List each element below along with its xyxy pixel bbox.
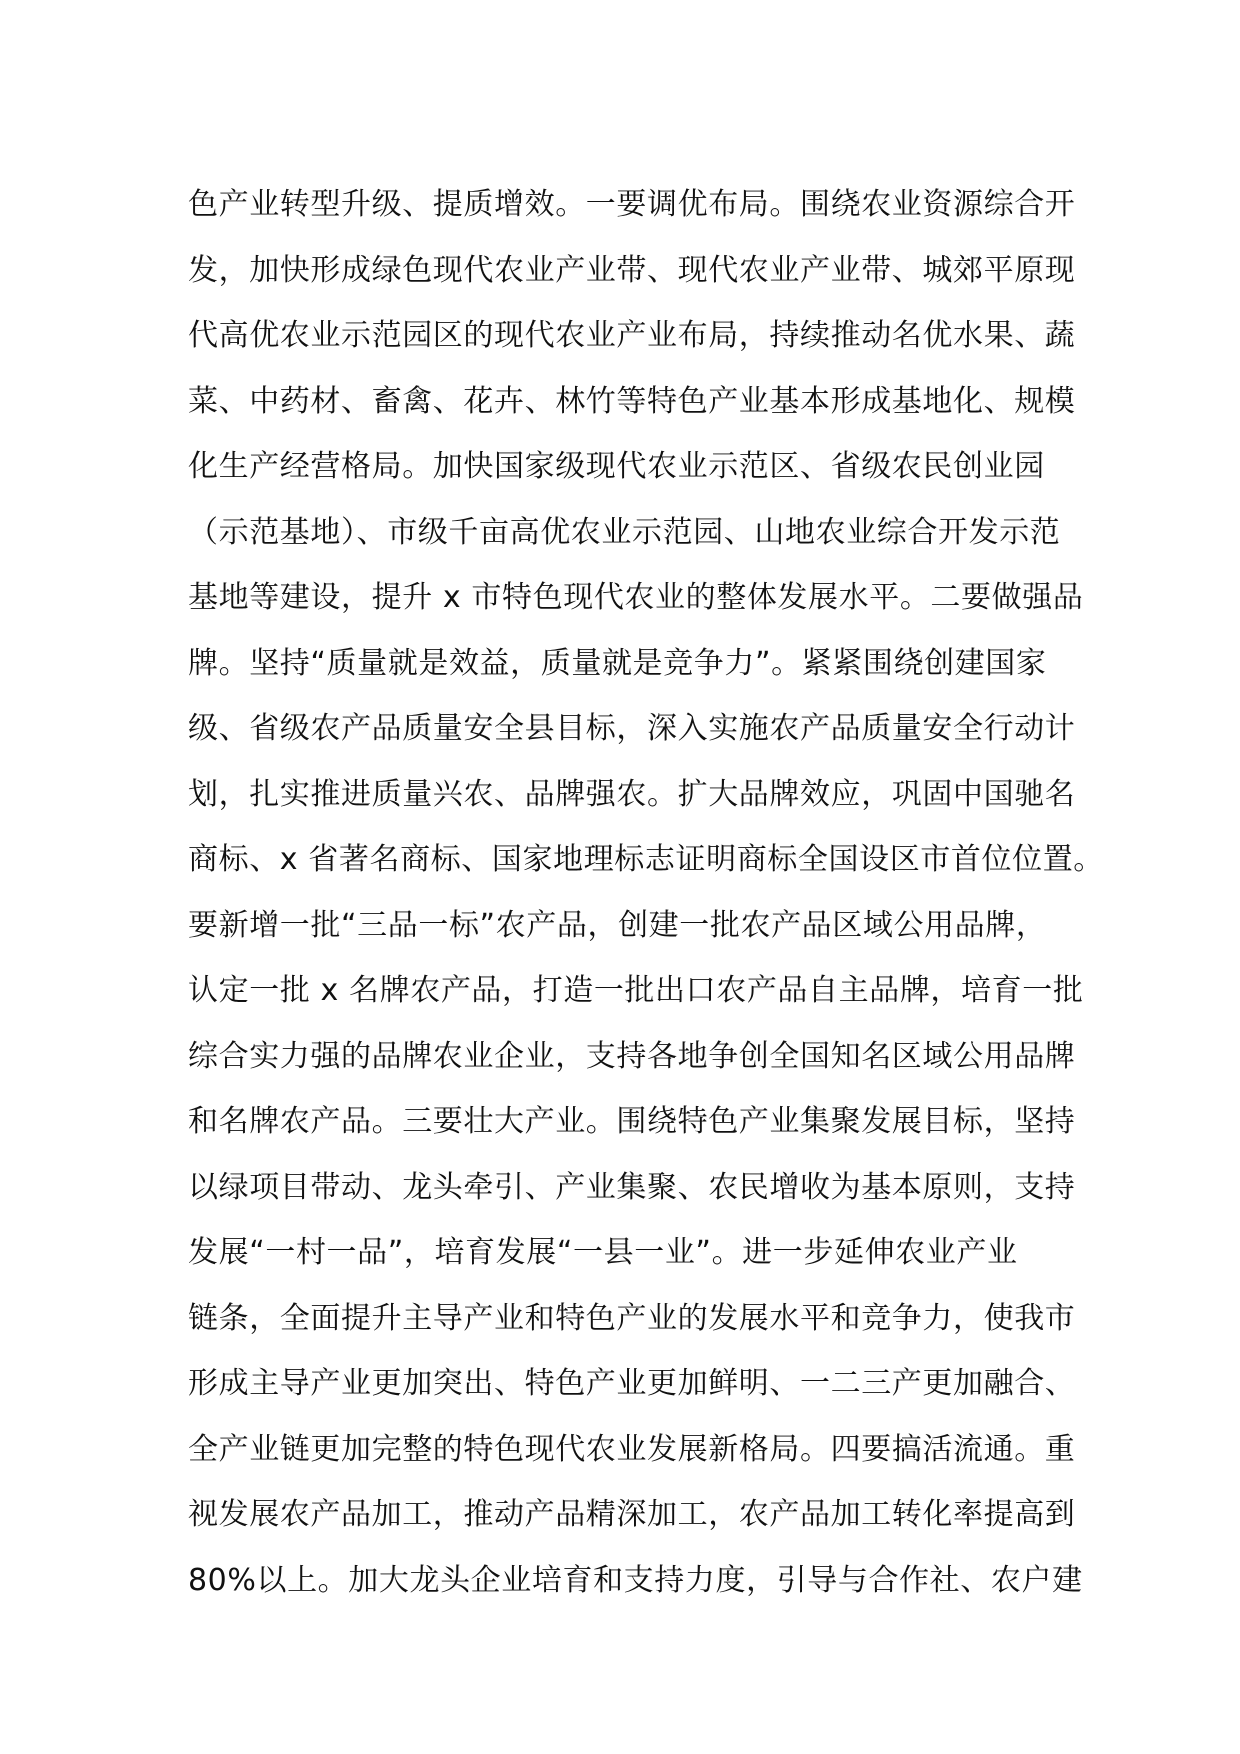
text-line: 级、省级农产品质量安全县目标，深入实施农产品质量安全行动计 [188, 711, 1076, 746]
text-line: 化生产经营格局。加快国家级现代农业示范区、省级农民创业园 [188, 449, 1045, 484]
body-paragraph [188, 172, 1104, 1613]
text-line: 牌。坚持“质量就是效益，质量就是竞争力”。紧紧围绕创建国家 [188, 645, 1047, 681]
text-line: 80%以上。加大龙头企业培育和支持力度，引导与合作社、农户建 [188, 1562, 1083, 1598]
text-line: 划，扎实推进质量兴农、品牌强农。扩大品牌效应，巩固中国驰名 [188, 776, 1076, 812]
text-line: 以绿项目带动、龙头牵引、产业集聚、农民增收为基本原则，支持 [188, 1169, 1076, 1205]
text-line: 视发展农产品加工，推动产品精深加工，农产品加工转化率提高到 [188, 1497, 1076, 1532]
text-line: 代高优农业示范园区的现代农业产业布局，持续推动名优水果、蔬 [188, 318, 1076, 353]
text-line: （示范基地）、市级千亩高优农业示范园、山地农业综合开发示范 [188, 514, 1061, 550]
text-line: 发，加快形成绿色现代农业产业带、现代农业产业带、城郊平原现 [188, 252, 1076, 288]
text-line: 色产业转型升级、提质增效。一要调优布局。围绕农业资源综合开 [188, 187, 1076, 222]
text-line: 全产业链更加完整的特色现代农业发展新格局。四要搞活流通。重 [188, 1431, 1076, 1467]
text-line: 基地等建设，提升 x 市特色现代农业的整体发展水平。二要做强品 [188, 580, 1084, 615]
text-line: 链条，全面提升主导产业和特色产业的发展水平和竞争力，使我市 [188, 1300, 1076, 1336]
text-line: 商标、x 省著名商标、国家地理标志证明商标全国设区市首位位置。 [188, 842, 1104, 877]
text-line: 菜、中药材、畜禽、花卉、林竹等特色产业基本形成基地化、规模 [188, 383, 1076, 419]
text-line: 形成主导产业更加突出、特色产业更加鲜明、一二三产更加融合、 [188, 1366, 1076, 1401]
text-line: 要新增一批“三品一标”农产品，创建一批农产品区域公用品牌， [188, 907, 1047, 943]
text-line: 和名牌农产品。三要壮大产业。围绕特色产业集聚发展目标，坚持 [188, 1104, 1076, 1139]
text-line: 发展“一村一品”，培育发展“一县一业”。进一步延伸农业产业 [188, 1235, 1018, 1270]
text-line: 认定一批 x 名牌农产品，打造一批出口农产品自主品牌，培育一批 [188, 973, 1084, 1008]
text-line: 综合实力强的品牌农业企业，支持各地争创全国知名区域公用品牌 [188, 1038, 1076, 1074]
